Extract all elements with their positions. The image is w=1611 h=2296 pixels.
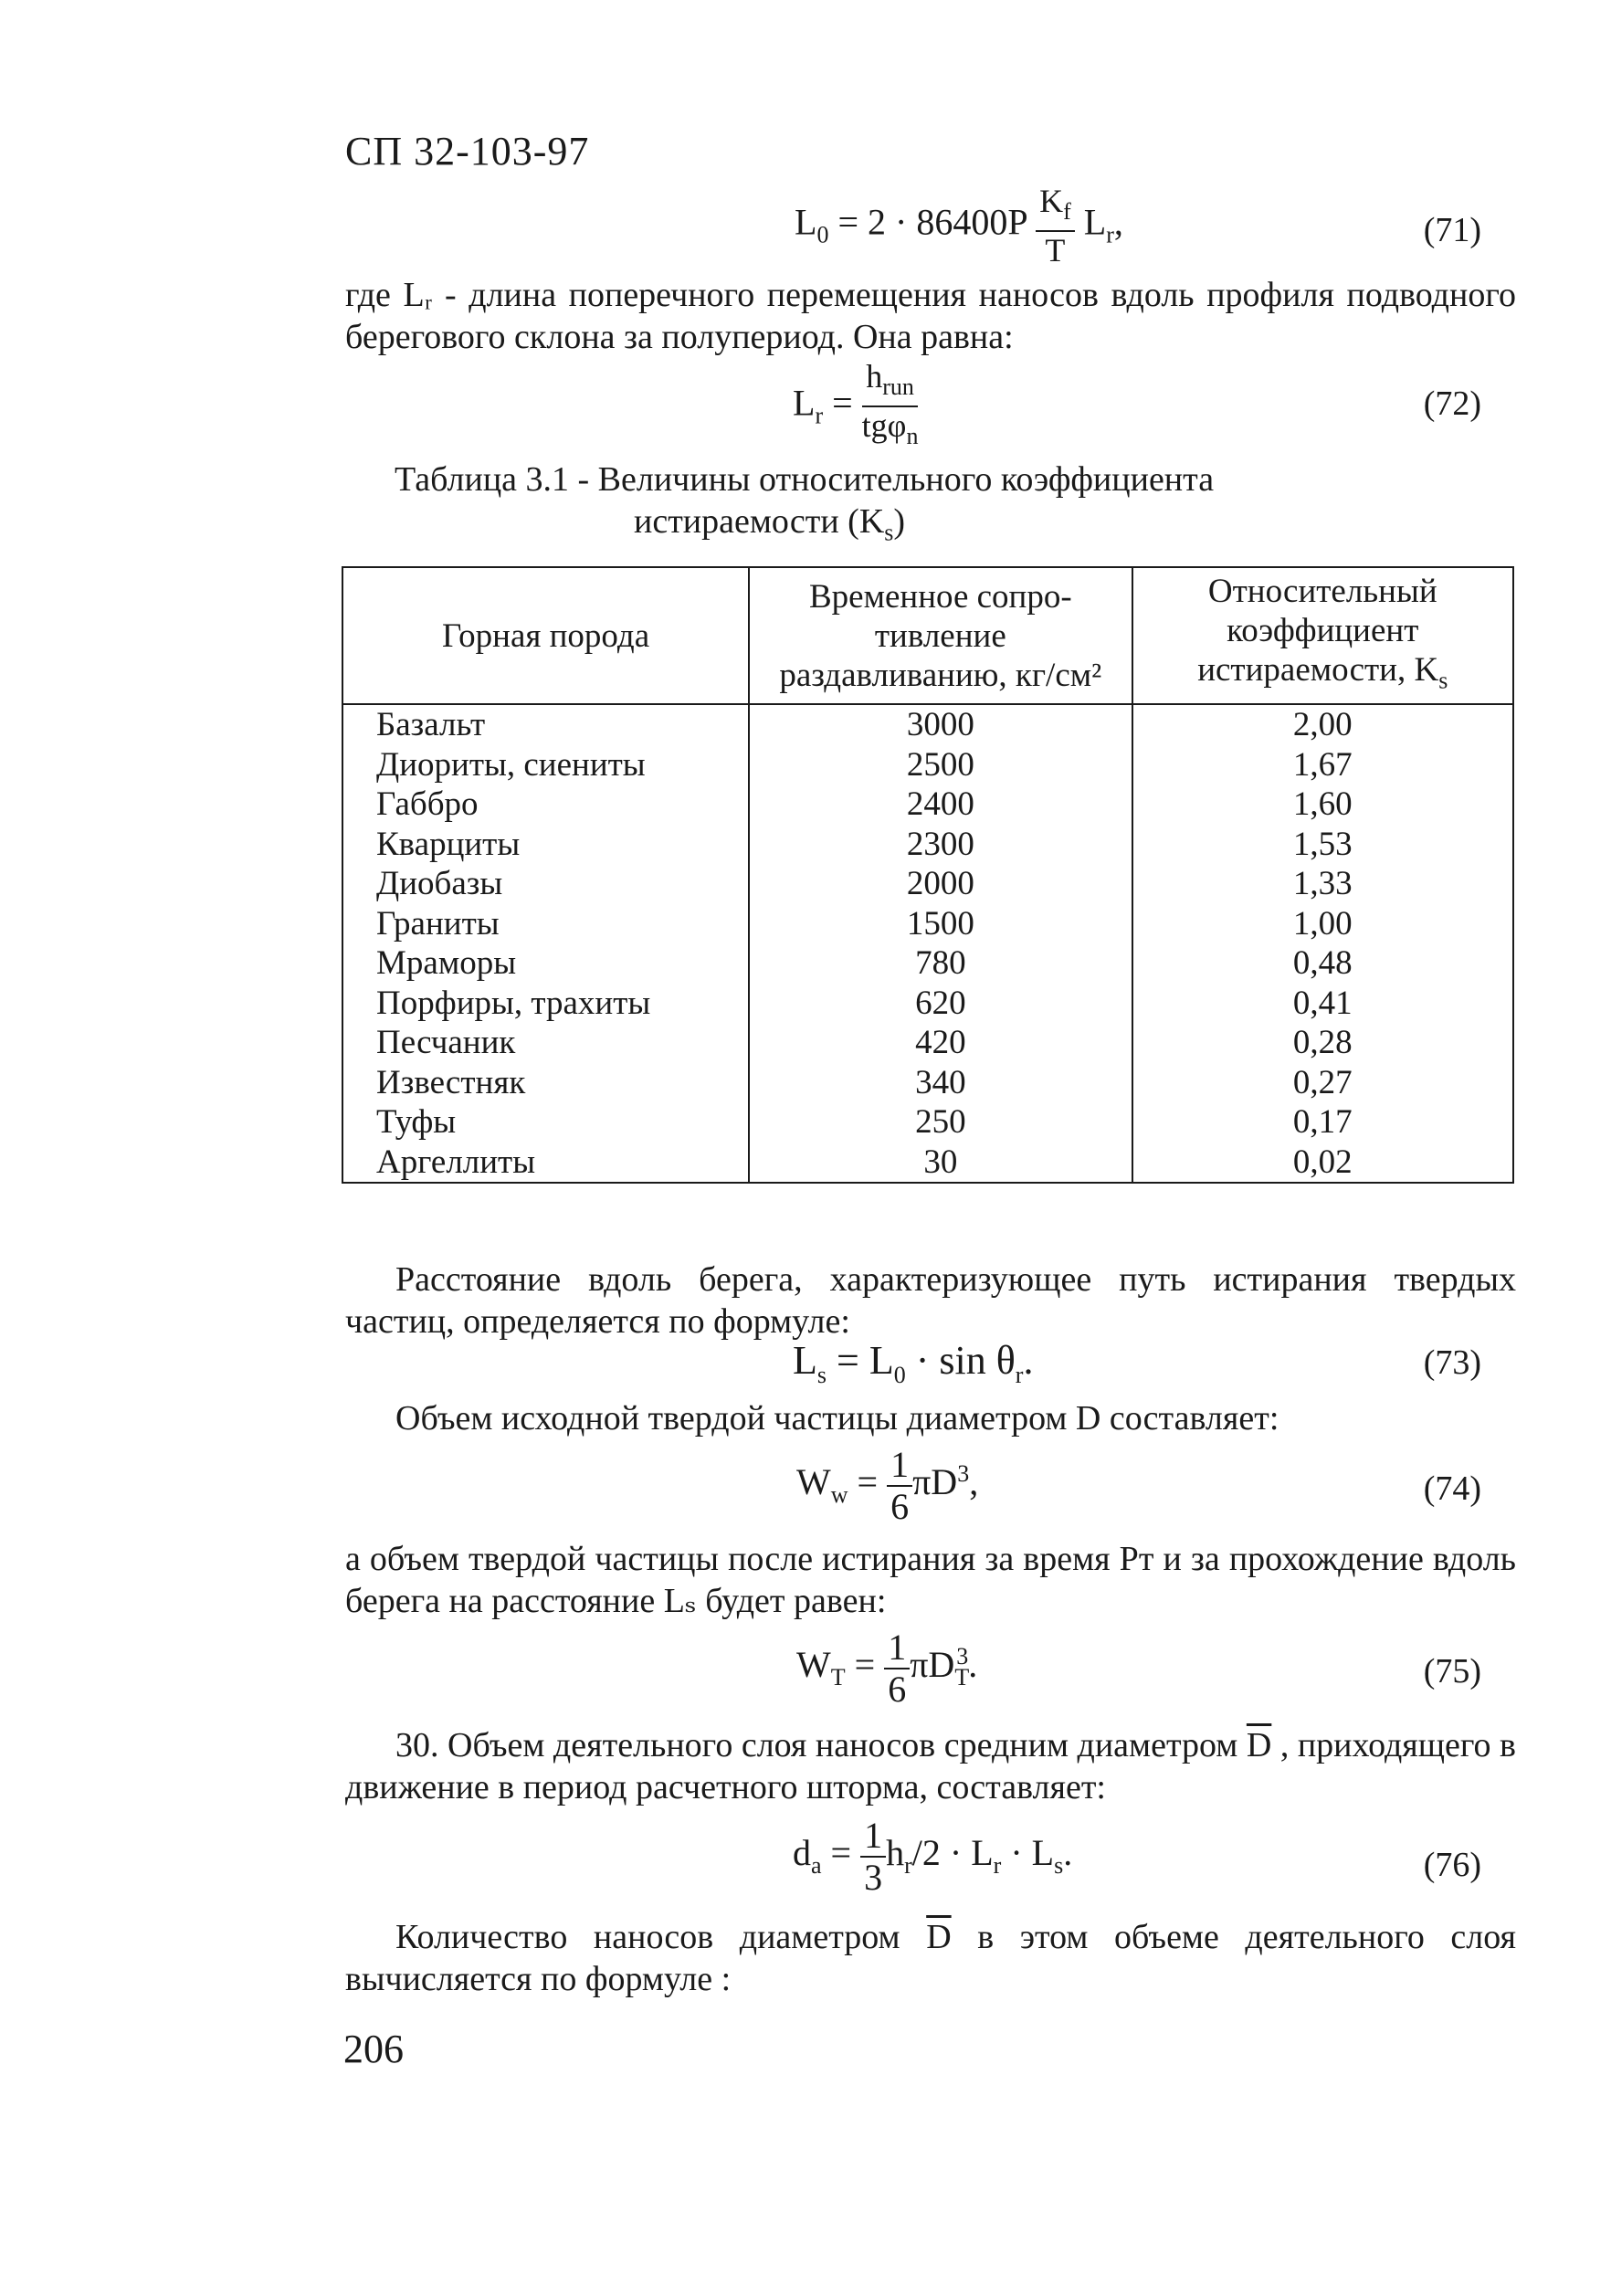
abrasion-coefficient-cell: 0,48 (1132, 943, 1513, 984)
table-caption-line1: Таблица 3.1 - Величины относительного коэффициента (395, 460, 1215, 499)
equation-number-74: (74) (1423, 1469, 1481, 1508)
paragraph-volume-after-abrasion: а объем твердой частицы после истирания за время Pᴛ и за прохождение вдоль берега на расстояние Lₛ будет равен: (345, 1540, 1516, 1620)
equation-number-76: (76) (1423, 1846, 1481, 1884)
table-row (342, 1063, 1513, 1103)
table-row (342, 825, 1513, 865)
table-row (342, 745, 1513, 785)
table-row (342, 984, 1513, 1024)
equation-number-73: (73) (1423, 1343, 1481, 1382)
table-caption-line2: истираемости $(K_s)$ (634, 502, 906, 546)
rock-name-cell: Диобазы (342, 864, 749, 904)
crushing-resistance-cell: 250 (749, 1102, 1132, 1143)
rock-name-cell: Аргеллиты (342, 1143, 749, 1184)
crushing-resistance-cell: 340 (749, 1063, 1132, 1103)
equation-76: $d_a$ = $\frac{1}{3}$ $h_r/2 \cdot L_r \cdot L_s$. (793, 1815, 1073, 1898)
crushing-resistance-cell: 30 (749, 1143, 1132, 1184)
fraction-hrun-tgphi: $\frac{h_{run}}{tg\varphi_n}$ (861, 358, 919, 450)
abrasion-coefficient-cell: 1,33 (1132, 864, 1513, 904)
abrasion-coefficient-cell: 1,60 (1132, 785, 1513, 825)
abrasion-coefficient-cell: 0,27 (1132, 1063, 1513, 1103)
crushing-resistance-cell: 420 (749, 1023, 1132, 1063)
paragraph-initial-volume: Объем исходной твердой частицы диаметром D составляет: (395, 1399, 1279, 1438)
rock-abrasion-table (342, 566, 1514, 1184)
crushing-resistance-cell: 780 (749, 943, 1132, 984)
abrasion-coefficient-cell: 1,00 (1132, 904, 1513, 944)
rock-name-cell: Порфиры, трахиты (342, 984, 749, 1024)
header-abrasion-coefficient: Относительный коэффициент истираемости, $K_s$ (1132, 567, 1513, 704)
crushing-resistance-cell: 2400 (749, 785, 1132, 825)
crushing-resistance-cell: 620 (749, 984, 1132, 1024)
abrasion-coefficient-cell: 0,41 (1132, 984, 1513, 1024)
table-row (342, 1102, 1513, 1143)
abrasion-coefficient-cell: 1,53 (1132, 825, 1513, 865)
header-crushing-resistance: Временное сопро-тивление раздавливанию, кг/см² (749, 567, 1132, 704)
table-row (342, 943, 1513, 984)
crushing-resistance-cell: 2500 (749, 745, 1132, 785)
fraction-one-sixth: $\frac{1}{6}$ (884, 1627, 910, 1710)
rock-name-cell: Мраморы (342, 943, 749, 984)
paragraph-distance-along-shore: Расстояние вдоль берега, характеризующее путь истирания твердых частиц, определяется по формуле: (345, 1260, 1516, 1341)
table-row (342, 785, 1513, 825)
table-row (342, 1143, 1513, 1184)
rock-name-cell: Песчаник (342, 1023, 749, 1063)
equation-74: $W_w$ = $\frac{1}{6}$ $\pi D^3$, (796, 1444, 979, 1527)
rock-name-cell: Базальт (342, 704, 749, 745)
table-row (342, 904, 1513, 944)
fraction-one-third: $\frac{1}{3}$ (860, 1816, 886, 1898)
abrasion-coefficient-cell: 1,67 (1132, 745, 1513, 785)
paragraph-lr-definition: где Lᵣ - длина поперечного перемещения наносов вдоль профиля подводного берегового склона за полупериод. Она равна: (345, 276, 1516, 356)
equation-number-72: (72) (1423, 384, 1481, 423)
table-header-row (342, 567, 1513, 704)
document-code: СП 32-103-97 (345, 129, 590, 174)
crushing-resistance-cell: 2300 (749, 825, 1132, 865)
rock-name-cell: Диориты, сиениты (342, 745, 749, 785)
rock-name-cell: Кварциты (342, 825, 749, 865)
equation-73: $L_s = L_0 \cdot \sin \theta_r$. (793, 1338, 1034, 1388)
rock-name-cell: Габбро (342, 785, 749, 825)
crushing-resistance-cell: 1500 (749, 904, 1132, 944)
equation-72: $L_r$ = $\frac{h_{run}}{tg\varphi_n}$ (793, 358, 918, 455)
fraction-kf-t: $\frac{K_f}{T}$ (1036, 183, 1075, 269)
crushing-resistance-cell: 3000 (749, 704, 1132, 745)
paragraph-sediment-quantity: Количество наносов диаметром $\overline{D}$ в этом объеме деятельного слоя вычисляется по формуле : (345, 1918, 1516, 1998)
page-number: 206 (343, 2027, 404, 2071)
abrasion-coefficient-cell: 2,00 (1132, 704, 1513, 745)
header-rock-type: Горная порода (342, 567, 749, 704)
fraction-one-sixth: $\frac{1}{6}$ (887, 1445, 912, 1527)
rock-name-cell: Известняк (342, 1063, 749, 1103)
abrasion-coefficient-cell: 0,02 (1132, 1143, 1513, 1184)
rock-name-cell: Туфы (342, 1102, 749, 1143)
paragraph-active-layer-volume: 30. Объем деятельного слоя наносов средним диаметром $\overline{D}$ , приходящего в движение в период расчетного шторма, составляет: (345, 1726, 1516, 1806)
abrasion-coefficient-cell: 0,28 (1132, 1023, 1513, 1063)
table-row (342, 1023, 1513, 1063)
table-row (342, 864, 1513, 904)
equation-number-75: (75) (1423, 1652, 1481, 1690)
equation-75: $W_T$ = $\frac{1}{6}$ $\pi D_T^3$. (796, 1627, 978, 1710)
crushing-resistance-cell: 2000 (749, 864, 1132, 904)
equation-number-71: (71) (1423, 211, 1481, 249)
table-row (342, 704, 1513, 745)
equation-71: $L_0 = 2 \cdot 86400P$ $\frac{K_f}{T}$ $L_r$, (795, 183, 1123, 269)
rock-name-cell: Граниты (342, 904, 749, 944)
abrasion-coefficient-cell: 0,17 (1132, 1102, 1513, 1143)
